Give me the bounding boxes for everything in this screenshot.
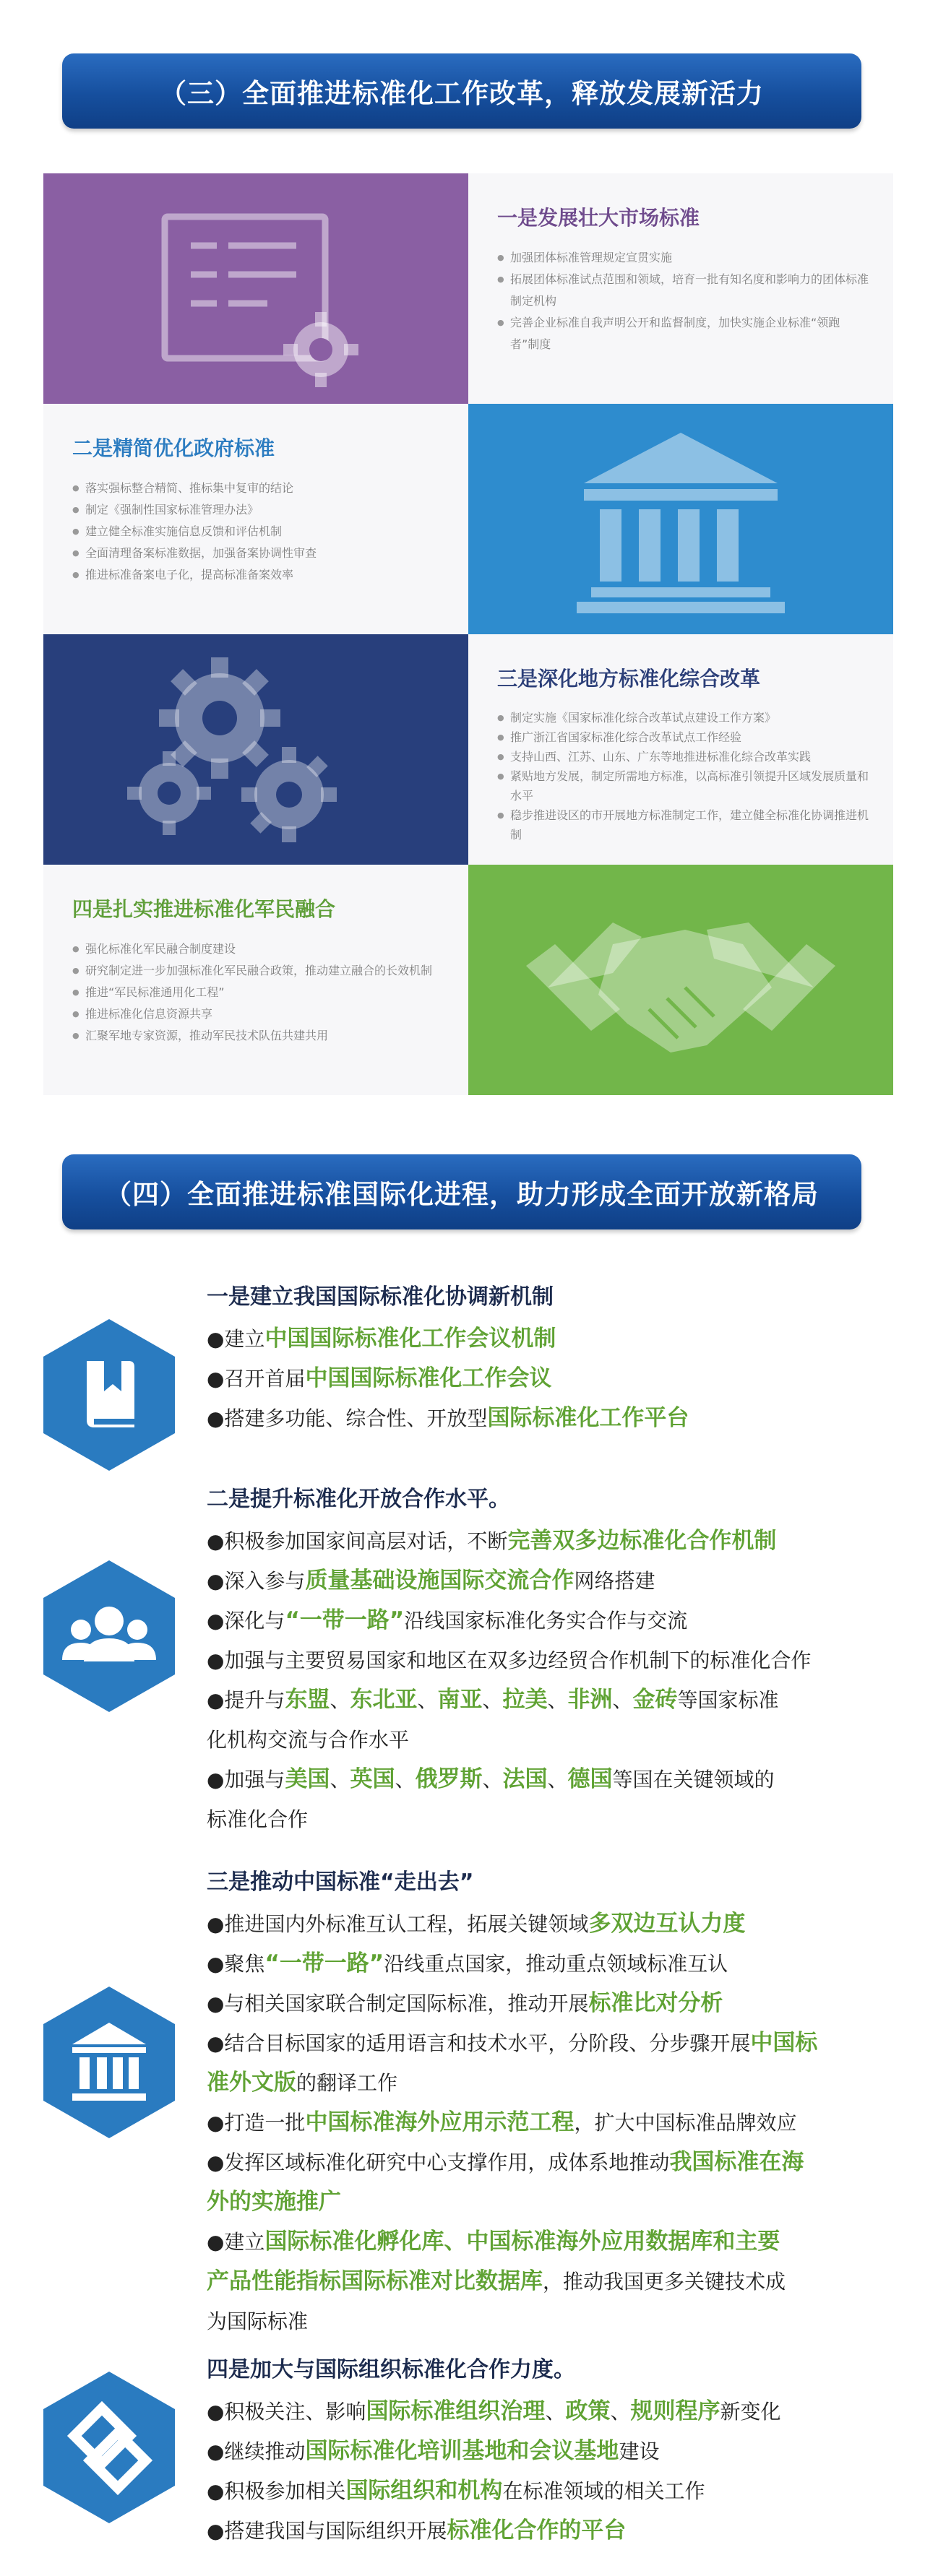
card4-bullet: ● 汇聚军地专家资源，推动军民技术队伍共建共用: [72, 1025, 444, 1047]
bullet-text: ●结合目标国家的适用语言和技术水平，分阶段、分步骤开展: [207, 2031, 751, 2055]
bullet-text: ，扩大中国标准品牌效应: [574, 2111, 797, 2135]
card4-icon-panel: [468, 865, 893, 1095]
highlight-text: 准外文版: [207, 2070, 296, 2096]
highlight-text: 中国国际标准化工作会议: [305, 1365, 552, 1391]
highlight-text: 国际标准化培训基地和会议基地: [305, 2438, 619, 2464]
card3-bullet: ● 推广浙江省国家标准化综合改革试点工作经验: [497, 727, 869, 747]
highlight-text: 法国: [502, 1766, 548, 1792]
section3-card-grid: [43, 173, 893, 1095]
bullet-line: [207, 1521, 890, 1561]
bullet-line: [207, 2182, 890, 2222]
highlight-text: 东北亚: [350, 1687, 418, 1713]
bullet-text: ●积极参加国家间高层对话，不断: [207, 1529, 508, 1553]
card2-bullet: ● 建立健全标准实施信息反馈和评估机制: [72, 521, 444, 543]
card2-bullet: ● 落实强标整合精简、推标集中复审的结论: [72, 477, 444, 499]
highlight-text: 标准比对分析: [588, 1990, 723, 2016]
card2-bullet: ● 制定《强制性国家标准管理办法》: [72, 499, 444, 521]
card3-bullet: ● 稳步推进设区的市开展地方标准制定工作，建立健全标准化协调推进机制: [497, 805, 869, 844]
bullet-line: [207, 2301, 890, 2341]
section4-heading-banner: [62, 1154, 861, 1229]
people-group-icon: [43, 1560, 175, 1712]
intl-item-3-lines: [207, 1904, 890, 2341]
institution-icon: [43, 1987, 175, 2138]
card4-bullet: ● 强化标准化军民融合制度建设: [72, 938, 444, 960]
bullet-text: ●发挥区域标准化研究中心支撑作用，成体系地推动: [207, 2151, 670, 2174]
highlight-text: 南亚: [437, 1687, 483, 1713]
card3-title: 三是深化地方标准化综合改革: [497, 667, 761, 691]
bullet-text: 、: [330, 1688, 350, 1712]
bullet-line: [207, 1561, 890, 1601]
highlight-text: 俄罗斯: [415, 1766, 483, 1792]
bullet-text: 、: [545, 2400, 566, 2424]
bullet-line: [207, 2262, 890, 2301]
bullet-text: 等国在关键领域的: [612, 1768, 775, 1791]
intl-item-4-lines: [207, 2392, 890, 2551]
bullet-text: 新变化: [720, 2400, 781, 2424]
highlight-text: 中国国际标准化工作会议机制: [264, 1326, 556, 1352]
intl-item-1-lines: [207, 1319, 890, 1438]
card3-bullet: ● 制定实施《国家标准化综合改革试点建设工作方案》: [497, 708, 869, 727]
bullet-text: 、: [482, 1688, 503, 1712]
card4-bullet: ● 研究制定进一步加强标准化军民融合政策，推动建立融合的长效机制: [72, 960, 444, 982]
bullet-text: ●建立: [207, 2230, 265, 2254]
highlight-text: 国际标准组织治理: [366, 2398, 546, 2424]
highlight-text: “一带一路”: [285, 1607, 405, 1633]
bullet-text: ●聚焦: [207, 1952, 265, 1976]
highlight-text: 国际标准化工作平台: [487, 1405, 689, 1431]
bullet-text: ●提升与: [207, 1688, 285, 1712]
bullet-text: 建设: [619, 2439, 660, 2463]
bullet-text: 等国家标准: [677, 1688, 779, 1712]
bullet-text: ●建立: [207, 1327, 265, 1351]
intl-item-3-title: 三是推动中国标准“走出去”: [207, 1870, 474, 1895]
bullet-line: [207, 1319, 890, 1359]
card3-bullet: ● 紧贴地方发展，制定所需地方标准，以高标准引领提升区域发展质量和水平: [497, 766, 869, 805]
section4-heading: （四）全面推进标准国际化进程，助力形成全面开放新格局: [105, 1179, 819, 1210]
highlight-text: 拉美: [502, 1687, 548, 1713]
bullet-text: ●与相关国家联合制定国际标准，推动开展: [207, 1992, 589, 2015]
bullet-text: ●加强与: [207, 1768, 285, 1791]
bullet-text: ●打造一批: [207, 2111, 306, 2135]
bullet-text: ●加强与主要贸易国家和地区在双多边经贸合作机制下的标准化合作: [207, 1648, 812, 1672]
card4-bullet: ● 推进“军民标准通用化工程”: [72, 982, 444, 1003]
highlight-text: “一带一路”: [264, 1950, 384, 1976]
bullet-line: [207, 2432, 890, 2471]
bullet-text: ●搭建多功能、综合性、开放型: [207, 1406, 488, 1430]
bullet-text: 沿线重点国家，推动重点领域标准互认: [384, 1952, 728, 1976]
intl-item-1-title: 一是建立我国国际标准化协调新机制: [207, 1284, 554, 1310]
handshake-icon: [468, 865, 893, 1095]
intl-item-3-content: [207, 1864, 890, 2341]
bullet-text: 网络搭建: [574, 1569, 655, 1593]
bullet-line: [207, 1984, 890, 2023]
bullet-text: ●继续推动: [207, 2439, 306, 2463]
bullet-line: [207, 1799, 890, 1839]
highlight-text: 中国标准海外应用示范工程: [305, 2109, 575, 2135]
bullet-text: 、: [395, 1768, 416, 1791]
bullet-text: ●积极参加相关: [207, 2479, 346, 2503]
bullet-line: [207, 1359, 890, 1399]
bullet-text: ●深入参与: [207, 1569, 306, 1593]
bullet-text: ●搭建我国与国际组织开展: [207, 2519, 447, 2543]
card4-title: 四是扎实推进标准化军民融合: [72, 897, 336, 921]
card2-bullet: ● 全面清理备案标准数据，加强备案协调性审查: [72, 543, 444, 564]
intl-item-2-lines: [207, 1521, 890, 1839]
bullet-line: [207, 2143, 890, 2182]
card1-text: [468, 173, 893, 404]
bullet-text: 标准化合作: [207, 1807, 309, 1831]
card2-title: 二是精简优化政府标准: [72, 436, 275, 460]
highlight-text: 外的实施推广: [207, 2189, 341, 2215]
document-gear-icon: [43, 173, 468, 404]
card1-bullet: ● 加强团体标准管理规定宣贯实施: [497, 247, 869, 269]
bullet-line: [207, 2392, 890, 2432]
bullet-text: 、: [612, 1688, 633, 1712]
bullet-text: 、: [547, 1688, 568, 1712]
bullet-text: ●深化与: [207, 1609, 285, 1633]
highlight-text: 国际标准化孵化库、中国标准海外应用数据库和主要: [264, 2229, 780, 2255]
highlight-text: 产品性能指标国际标准对比数据库: [207, 2268, 543, 2294]
bullet-text: ●推进国内外标准互认工程，拓展关键领域: [207, 1912, 589, 1936]
card3-text: [468, 634, 893, 865]
bullet-line: [207, 1680, 890, 1720]
highlight-text: 政策: [565, 2398, 611, 2424]
card4-text: [43, 865, 468, 1095]
highlight-text: 规则程序: [630, 2398, 720, 2424]
bullet-text: 沿线国家标准化务实合作与交流: [404, 1609, 688, 1633]
bullet-line: [207, 1601, 890, 1641]
bullet-line: [207, 1641, 890, 1680]
bullet-text: ，推动我国更多关键技术成: [543, 2270, 786, 2294]
card1-title: 一是发展壮大市场标准: [497, 206, 700, 230]
bullet-line: [207, 1720, 890, 1760]
highlight-text: 美国: [285, 1766, 330, 1792]
bullet-line: [207, 2471, 890, 2511]
bullet-text: ●积极关注、影响: [207, 2400, 366, 2424]
highlight-text: 我国标准在海: [669, 2149, 804, 2175]
bullet-text: 化机构交流与合作水平: [207, 1728, 410, 1752]
bullet-text: 、: [547, 1768, 568, 1791]
book-icon: [43, 1319, 175, 1471]
bullet-line: [207, 2222, 890, 2262]
highlight-text: 东盟: [285, 1687, 330, 1713]
bullet-text: 在标准领域的相关工作: [502, 2479, 705, 2503]
section3-heading-banner: [62, 53, 861, 129]
gears-icon: [43, 634, 468, 865]
card2-bullet: ● 推进标准备案电子化，提高标准备案效率: [72, 564, 444, 586]
interlocking-squares-icon: [43, 2372, 175, 2523]
bullet-text: 为国际标准: [207, 2309, 309, 2333]
bullet-text: 、: [482, 1768, 503, 1791]
intl-item-1-content: [207, 1279, 890, 1438]
highlight-text: 质量基础设施国际交流合作: [305, 1568, 575, 1594]
highlight-text: 国际组织和机构: [345, 2478, 503, 2504]
intl-item-4-title: 四是加大与国际组织标准化合作力度。: [207, 2357, 575, 2382]
bullet-line: [207, 1904, 890, 1944]
bullet-text: 、: [330, 1768, 350, 1791]
bullet-line: [207, 2103, 890, 2143]
highlight-text: 金砖: [632, 1687, 678, 1713]
intl-item-2-content: [207, 1481, 890, 1839]
bullet-text: 的翻译工作: [296, 2071, 398, 2095]
card1-bullet: ● 拓展团体标准试点范围和领域，培育一批有知名度和影响力的团体标准制定机构: [497, 269, 869, 312]
card1-icon-panel: [43, 173, 468, 404]
bullet-line: [207, 2023, 890, 2063]
section3-heading: （三）全面推进标准化工作改革，释放发展新活力: [160, 78, 764, 109]
card3-icon-panel: [43, 634, 468, 865]
card4-bullet: ● 推进标准化信息资源共享: [72, 1003, 444, 1025]
bullet-line: [207, 2511, 890, 2551]
highlight-text: 标准化合作的平台: [447, 2517, 627, 2543]
bullet-line: [207, 1399, 890, 1438]
bullet-line: [207, 2063, 890, 2103]
bullet-text: 、: [417, 1688, 438, 1712]
bullet-line: [207, 1944, 890, 1984]
intl-item-2-title: 二是提升标准化开放合作水平。: [207, 1487, 510, 1512]
intl-item-4-content: [207, 2351, 890, 2551]
highlight-text: 英国: [350, 1766, 395, 1792]
government-building-icon: [468, 404, 893, 634]
card1-bullet: ● 完善企业标准自我声明公开和监督制度，加快实施企业标准“领跑者”制度: [497, 312, 869, 355]
bullet-text: 、: [610, 2400, 631, 2424]
bullet-text: ●召开首届: [207, 1367, 306, 1391]
card2-text: [43, 404, 468, 634]
highlight-text: 中国标: [750, 2030, 818, 2056]
highlight-text: 多双边互认力度: [588, 1911, 746, 1937]
highlight-text: 完善双多边标准化合作机制: [507, 1528, 777, 1554]
card2-icon-panel: [468, 404, 893, 634]
highlight-text: 非洲: [567, 1687, 613, 1713]
highlight-text: 德国: [567, 1766, 613, 1792]
card3-bullet: ● 支持山西、江苏、山东、广东等地推进标准化综合改革实践: [497, 747, 869, 766]
bullet-line: [207, 1760, 890, 1799]
